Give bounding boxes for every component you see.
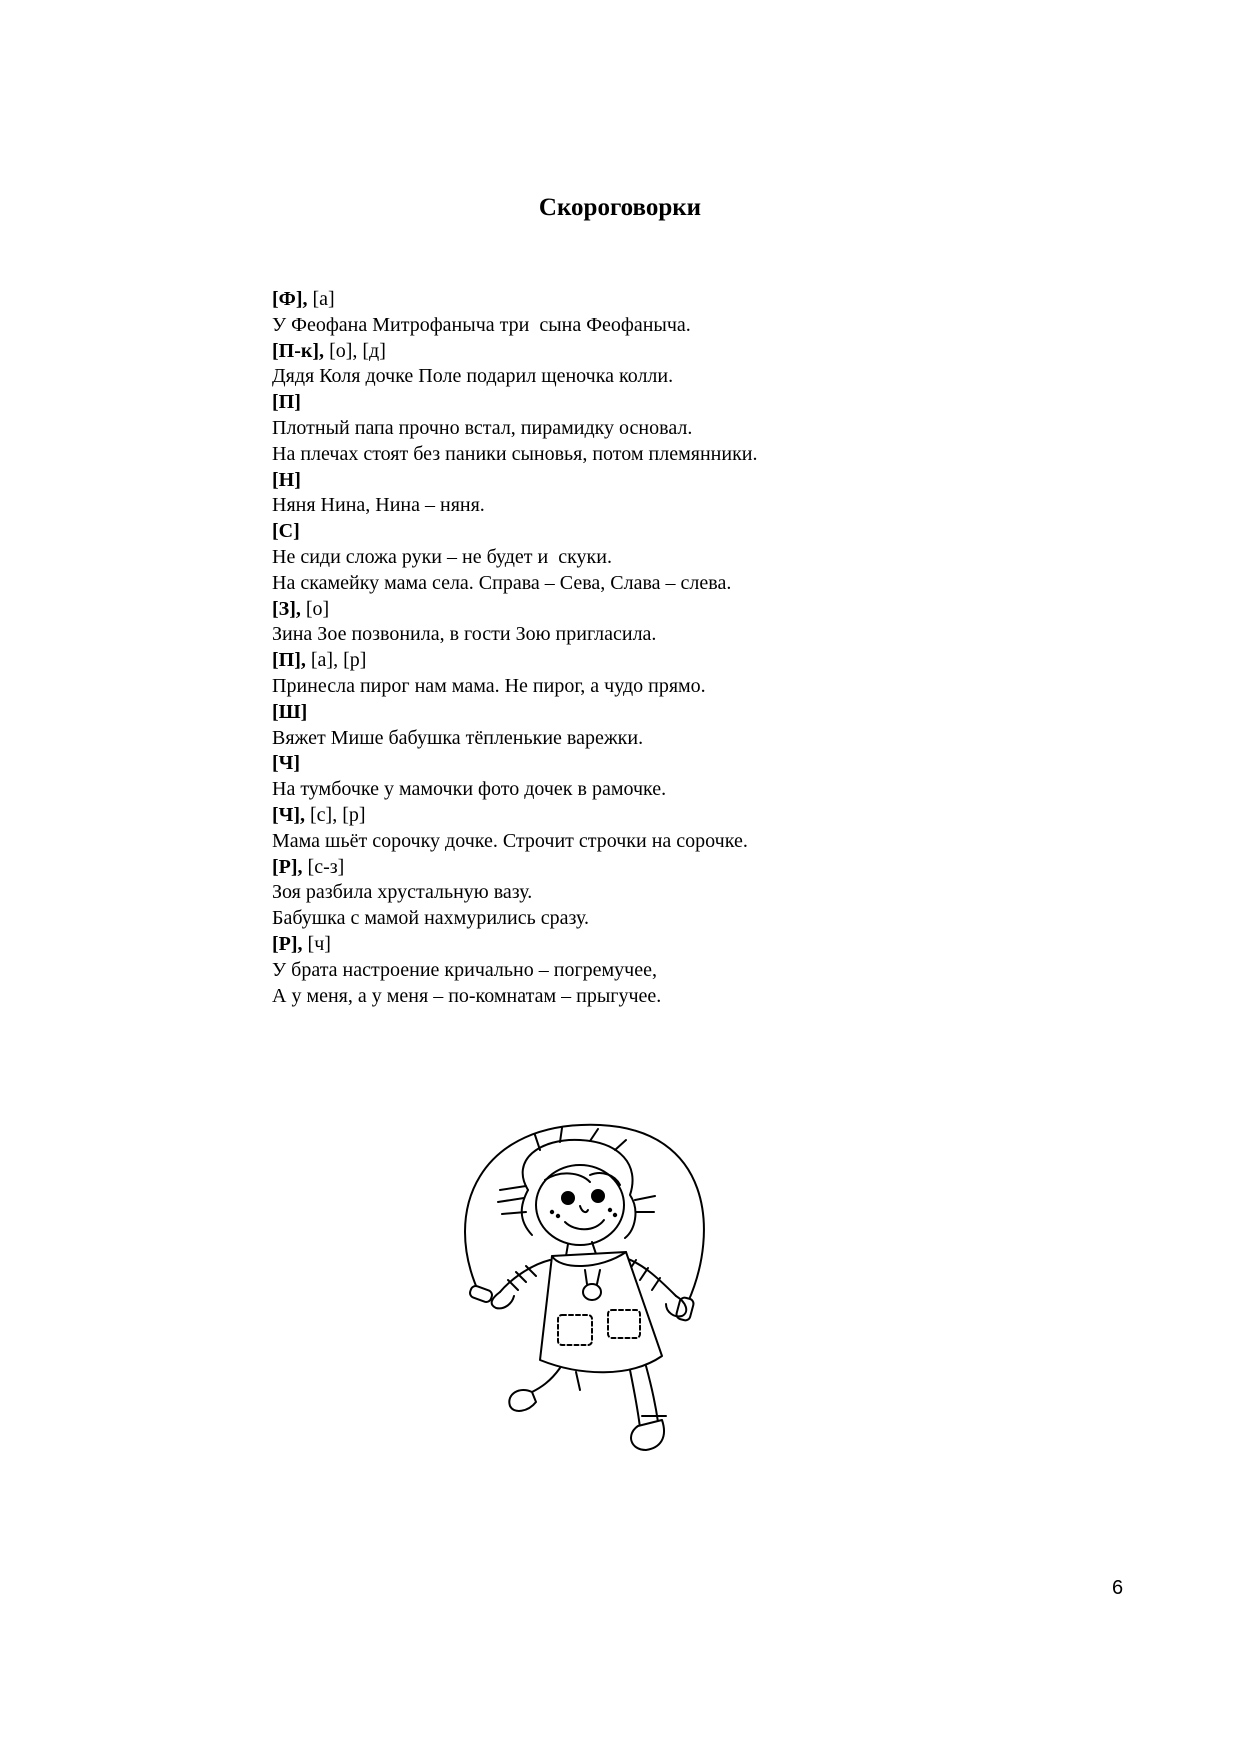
sound-label [272,855,1072,881]
sound-label [272,339,1072,365]
twister-line: Вяжет Мише бабушка тёпленькие варежки. [272,726,644,749]
sound-bold: [Ш] [272,700,308,723]
twister-block [272,390,1072,467]
twister-block [272,803,1072,855]
twister-line: Зоя разбила хрустальную вазу. [272,881,533,904]
girl-jumping-rope-icon [440,1120,740,1480]
sound-label [272,519,1072,545]
sound-bold: [П], [272,649,306,672]
page-title: Скороговорки [538,194,702,221]
sound-extra: [ч] [302,932,331,955]
twister-block [272,648,1072,700]
twister-line: Принесла пирог нам мама. Не пирог, а чудо прямо. [272,674,706,697]
twister-line: Мама шьёт сорочку дочке. Строчит строчки на сорочке. [272,829,748,852]
sound-extra: [а] [307,288,335,310]
sound-bold: [Р], [272,932,303,955]
sound-bold: [П-к], [272,339,325,362]
twister-line: Бабушка с мамой нахмурились сразу. [272,907,589,930]
twister-line: На тумбочке у мамочки фото дочек в рамочке. [272,778,667,801]
twister-line: Плотный папа прочно встал, пирамидку основал. [272,416,693,439]
sound-label [272,597,1072,623]
sound-label [272,648,1072,674]
twister-block [272,932,1072,1009]
twister-line: На скамейку мама села. Справа – Сева, Слава – слева. [272,571,732,594]
twister-block [272,287,1072,339]
sound-label [272,390,1072,416]
sound-extra: [о], [д] [324,339,386,362]
twister-block [272,700,1072,752]
sound-bold: [З], [272,597,301,620]
twister-block [272,855,1072,932]
twister-block [272,751,1072,803]
sound-extra: [о] [300,597,330,620]
twister-line: У Феофана Митрофаныча три сына Феофаныча. [272,313,691,336]
sound-bold: [Н] [272,468,301,491]
twister-block [272,519,1072,596]
sound-bold: [Ч], [272,803,305,826]
twister-line: У брата настроение кричально – погремучее, [272,958,657,981]
sound-extra: [с], [р] [305,803,366,826]
sound-label [272,932,1072,958]
sound-bold: [П] [272,391,301,414]
twister-line: На плечах стоят без паники сыновья, потом племянники. [272,442,758,465]
page-number: 6 [1112,1577,1124,1599]
twister-line: Не сиди сложа руки – не будет и скуки. [272,545,612,568]
twister-block [272,468,1072,520]
twister-block [272,339,1072,391]
sound-bold: [С] [272,520,300,543]
sound-bold: [Ф], [272,288,308,310]
sound-extra: [а], [р] [305,649,367,672]
sound-bold: [Ч] [272,752,300,775]
sound-label [272,287,1072,313]
twister-block [272,597,1072,649]
sound-label [272,803,1072,829]
sound-extra: [с-з] [302,855,345,878]
twister-line: Няня Нина, Нина – няня. [272,494,485,517]
tongue-twisters-list [272,287,1072,1009]
sound-label [272,700,1072,726]
twister-line: А у меня, а у меня – по-комнатам – прыгучее. [272,984,662,1007]
sound-label [272,468,1072,494]
sound-label [272,751,1072,777]
twister-line: Дядя Коля дочке Поле подарил щеночка колли. [272,365,674,388]
sound-bold: [Р], [272,855,303,878]
twister-line: Зина Зое позвонила, в гости Зою пригласила. [272,623,657,646]
